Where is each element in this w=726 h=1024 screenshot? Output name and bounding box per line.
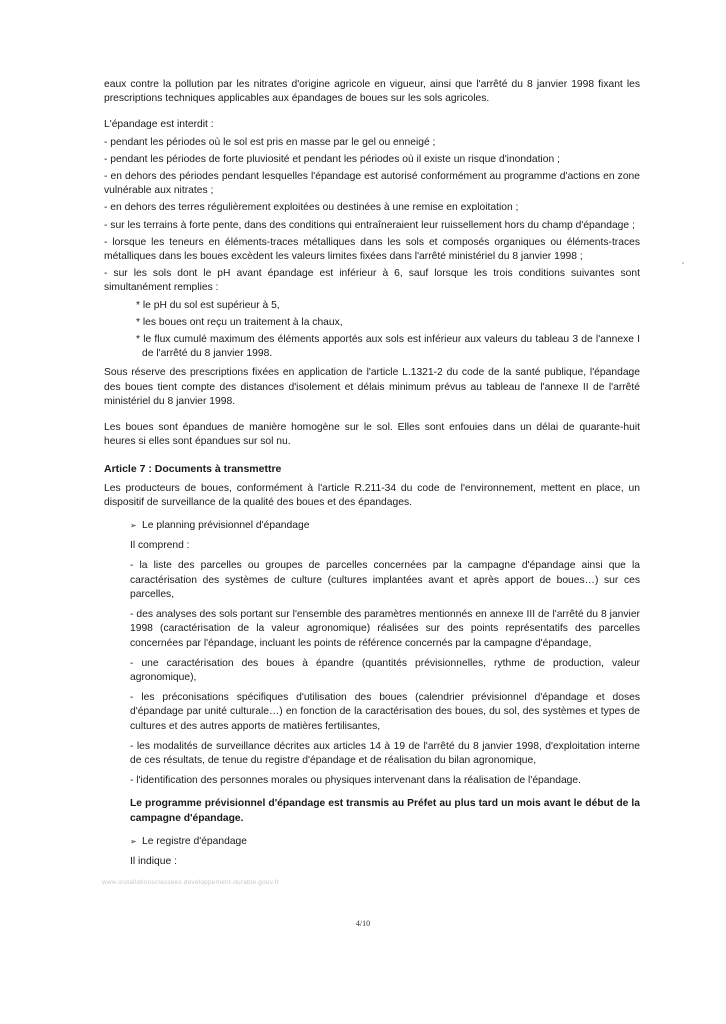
planning-title: ➢ Le planning prévisionnel d'épandage xyxy=(130,519,640,533)
conditions-list xyxy=(104,299,640,362)
list-item: - l'identification des personnes morales ou physiques intervenant dans la réalisation de l'épandage. xyxy=(130,775,581,787)
forbidden-title: L'épandage est interdit : xyxy=(104,119,214,131)
spreading-paragraph: Les boues sont épandues de manière homogène sur le sol. Elles sont enfouies dans un délai de quarante-huit heures si elles sont épandues sur sol nu. xyxy=(104,422,640,448)
list-item: - des analyses des sols portant sur l'ensemble des paramètres mentionnés en annexe III de l'arrêté du 8 janvier 1998 (caractérisation de la valeur agronomique) réalisées sur des points représentatifs des parcelles concernées par l'épandage, incluant les points de référence concernés par la campagne d'épandage, xyxy=(130,609,640,649)
bold-notice: Le programme prévisionnel d'épandage est transmis au Préfet au plus tard un mois avant le début de la campagne d'épandage. xyxy=(130,798,640,824)
list-item: - les préconisations spécifiques d'utilisation des boues (calendrier prévisionnel d'épandage et doses d'épandage par unité culturale…) en fonction de la caractérisation des boues, du sol, des systèmes et types de cultures et des autres apports de matières fertilisantes, xyxy=(130,692,640,732)
reserve-paragraph: Sous réserve des prescriptions fixées en application de l'article L.1321-2 du code de la santé publique, l'épandage des boues tient compte des distances d'isolement et délais minimum prévus au tableau de l'annexe II de l'arrêté ministériel du 8 janvier 1998. xyxy=(104,367,640,407)
condition-item: * le pH du sol est supérieur à 5, xyxy=(136,299,280,311)
forbidden-list xyxy=(104,136,640,296)
scan-speck xyxy=(682,262,684,264)
list-item: - en dehors des terres régulièrement exploitées ou destinées à une remise en exploitation ; xyxy=(104,202,519,214)
list-item: - la liste des parcelles ou groupes de parcelles concernées par la campagne d'épandage ainsi que la caractérisation des systèmes de culture (cultures implantées avant et après apport de boues…) sur ces parcelles, xyxy=(130,560,640,600)
page-number: 4/10 xyxy=(355,919,371,928)
list-item: - pendant les périodes où le sol est pris en masse par le gel ou enneigé ; xyxy=(104,136,436,148)
triangle-bullet-icon: ➢ xyxy=(130,836,137,846)
triangle-bullet-icon: ➢ xyxy=(130,521,137,531)
registre-title: ➢ Le registre d'épandage xyxy=(130,835,640,849)
indique-label: Il indique : xyxy=(130,855,177,867)
list-item: - lorsque les teneurs en éléments-traces métalliques dans les sols et composés organiques ou éléments-traces métalliques dans les boues excèdent les valeurs limites fixées dans l'arrêté ministériel du 8 janvier 1998 ; xyxy=(104,236,640,263)
condition-item: * le flux cumulé maximum des éléments apportés aux sols est inférieur aux valeurs du tableau 3 de l'annexe I de l'arrêté du 8 janvier 1998. xyxy=(136,334,640,360)
watermark: www.installationsclassees.developpement-durable.gouv.fr xyxy=(102,879,280,886)
comprend-label: Il comprend : xyxy=(130,540,190,552)
planning-section xyxy=(104,519,640,869)
article-7-heading: Article 7 : Documents à transmettre xyxy=(104,463,282,476)
list-item: - sur les terrains à forte pente, dans des conditions qui entraîneraient leur ruissellement hors du champ d'épandage ; xyxy=(104,219,635,231)
list-item: - les modalités de surveillance décrites aux articles 14 à 19 de l'arrêté du 8 janvier 1998, d'exploitation interne de ces résultats, de tenue du registre d'épandage et de réalisation du bilan agronomique, xyxy=(130,740,640,766)
article-7-intro: Les producteurs de boues, conformément à l'article R.211-34 du code de l'environnement, mettent en place, un dispositif de surveillance de la qualité des boues et des épandages. xyxy=(104,482,640,508)
list-item: - pendant les périodes de forte pluviosité et pendant les périodes où il existe un risque d'inondation ; xyxy=(104,153,560,165)
document-body xyxy=(104,78,640,869)
list-item: - en dehors des périodes pendant lesquelles l'épandage est autorisé conformément au programme d'actions en zone vulnérable aux nitrates ; xyxy=(104,171,640,197)
intro-paragraph: eaux contre la pollution par les nitrates d'origine agricole en vigueur, ainsi que l'arrêté du 8 janvier 1998 fixant les prescriptions techniques applicables aux épandages de boues sur les sols agricoles. xyxy=(104,79,640,105)
list-item: - sur les sols dont le pH avant épandage est inférieur à 6, sauf lorsque les trois conditions suivantes sont simultanément remplies : xyxy=(104,268,640,294)
condition-item: * les boues ont reçu un traitement à la chaux, xyxy=(136,316,343,328)
list-item: - une caractérisation des boues à épandre (quantités prévisionnelles, rythme de production, valeur agronomique), xyxy=(130,657,640,683)
